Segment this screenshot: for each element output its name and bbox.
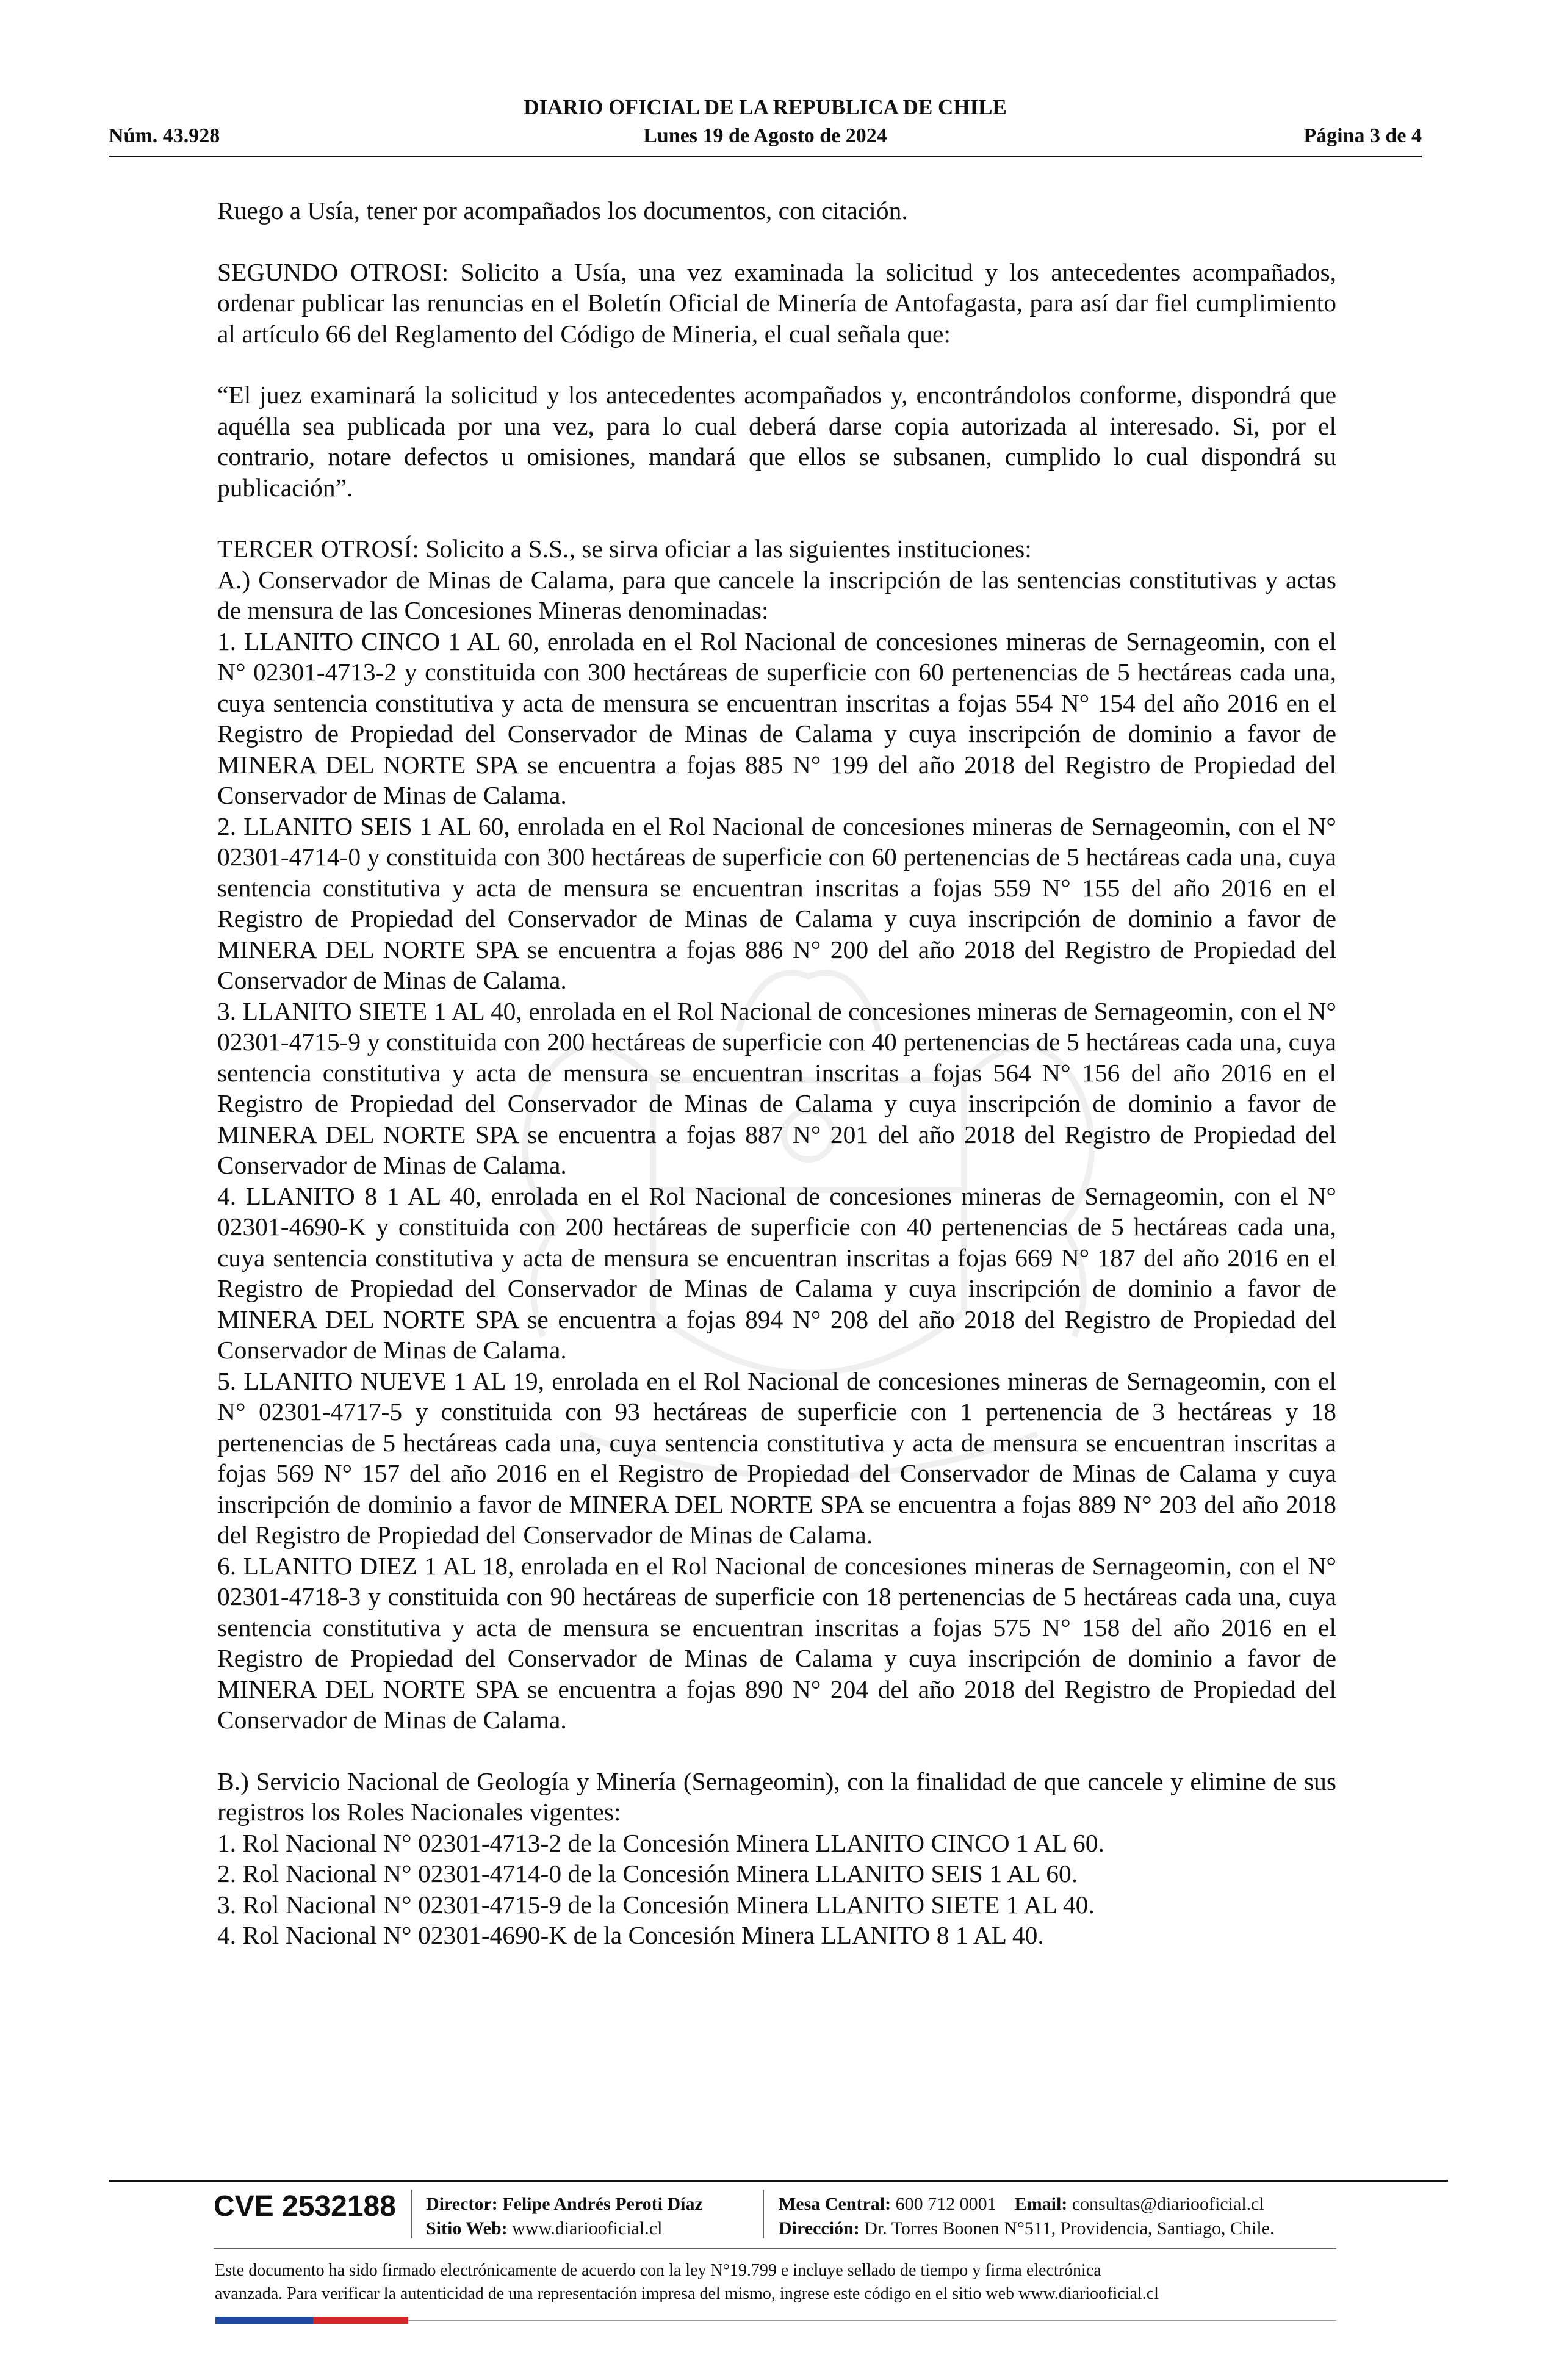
phone-label: Mesa Central: — [779, 2194, 891, 2214]
site-link[interactable]: www.diariooficial.cl — [512, 2218, 663, 2238]
paragraph: TERCER OTROSÍ: Solicito a S.S., se sirva oficiar a las siguientes instituciones: — [217, 535, 1032, 563]
header-divider — [109, 156, 1422, 157]
director-name: Felipe Andrés Peroti Díaz — [502, 2194, 703, 2214]
list-item: 1. LLANITO CINCO 1 AL 60, enrolada en el Rol Nacional de concesiones mineras de Sernageomin, con el N° 02301-4713-2 y constituida con 300 hectáreas de superficie con 60 pertenencias de 5 hectáreas cada una, cuya sentencia constitutiva y acta de mensura se encuentran inscritas a fojas 554 N° 154 del año 2016 en el Registro de Propiedad del Conservador de Minas de Calama y cuya inscripción de dominio a favor de MINERA DEL NORTE SPA se encuentra a fojas 885 N° 199 del año 2018 del Registro de Propiedad del Conservador de Minas de Calama. — [217, 627, 1336, 809]
paragraph-gap — [217, 503, 1336, 533]
director-label: Director: — [426, 2194, 498, 2214]
issue-number: Núm. 43.928 — [109, 124, 220, 147]
site-label: Sitio Web: — [426, 2218, 508, 2238]
list-item: 6. LLANITO DIEZ 1 AL 18, enrolada en el Rol Nacional de concesiones mineras de Sernageomin, con el N° 02301-4718-3 y constituida con 90 hectáreas de superficie con 18 pertenencias de 5 hectáreas cada una, cuya sentencia constitutiva y acta de mensura se encuentran inscritas a fojas 575 N° 158 del año 2016 en el Registro de Propiedad del Conservador de Minas de Calama y cuya inscripción de dominio a favor de MINERA DEL NORTE SPA se encuentra a fojas 890 N° 204 del año 2018 del Registro de Propiedad del Conservador de Minas de Calama. — [217, 1551, 1336, 1734]
footer-divider — [109, 2180, 1448, 2182]
paragraph: A.) Conservador de Minas de Calama, para que cancele la inscripción de las sentencias constitutivas y actas de mensura de las Concesiones Mineras denominadas: — [217, 565, 1336, 624]
page-number: Página 3 de 4 — [1303, 124, 1422, 147]
list-item: 2. Rol Nacional N° 02301-4714-0 de la Concesión Minera LLANITO SEIS 1 AL 60. — [217, 1859, 1078, 1888]
paragraph: SEGUNDO OTROSI: Solicito a Usía, una vez examinada la solicitud y los antecedentes acompañados, ordenar publicar las renuncias en el Boletín Oficial de Minería de Antofagasta, para así dar fiel cumplimiento al artículo 66 del Reglamento del Código de Mineria, el cual señala que: — [217, 258, 1336, 348]
address-label: Dirección: — [779, 2218, 860, 2238]
list-item: 3. LLANITO SIETE 1 AL 40, enrolada en el Rol Nacional de concesiones mineras de Sernageomin, con el N° 02301-4715-9 y constituida con 200 hectáreas de superficie con 40 pertenencias de 5 hectáreas cada una, cuya sentencia constitutiva y acta de mensura se encuentran inscritas a fojas 564 N° 156 del año 2016 en el Registro de Propiedad del Conservador de Minas de Calama y cuya inscripción de dominio a favor de MINERA DEL NORTE SPA se encuentra a fojas 887 N° 201 del año 2018 del Registro de Propiedad del Conservador de Minas de Calama. — [217, 997, 1336, 1179]
list-item: 3. Rol Nacional N° 02301-4715-9 de la Concesión Minera LLANITO SIETE 1 AL 40. — [217, 1890, 1095, 1919]
list-item: 4. LLANITO 8 1 AL 40, enrolada en el Rol Nacional de concesiones mineras de Sernageomin, con el N° 02301-4690-K y constituida con 200 hectáreas de superficie con 40 pertenencias de 5 hectáreas cada una, cuya sentencia constitutiva y acta de mensura se encuentran inscritas a fojas 669 N° 187 del año 2016 en el Registro de Propiedad del Conservador de Minas de Calama y cuya inscripción de dominio a favor de MINERA DEL NORTE SPA se encuentra a fojas 894 N° 208 del año 2018 del Registro de Propiedad del Conservador de Minas de Calama. — [217, 1181, 1336, 1364]
footer-inner-divider — [214, 2248, 1336, 2249]
list-item: 1. Rol Nacional N° 02301-4713-2 de la Concesión Minera LLANITO CINCO 1 AL 60. — [217, 1828, 1104, 1857]
list-item: 2. LLANITO SEIS 1 AL 60, enrolada en el Rol Nacional de concesiones mineras de Sernageomin, con el N° 02301-4714-0 y constituida con 300 hectáreas de superficie con 60 pertenencias de 5 hectáreas cada una, cuya sentencia constitutiva y acta de mensura se encuentran inscritas a fojas 559 N° 155 del año 2016 en el Registro de Propiedad del Conservador de Minas de Calama y cuya inscripción de dominio a favor de MINERA DEL NORTE SPA se encuentra a fojas 886 N° 200 del año 2018 del Registro de Propiedad del Conservador de Minas de Calama. — [217, 812, 1336, 994]
flag-stripe — [215, 2317, 408, 2324]
footer-director-block — [426, 2192, 703, 2241]
flag-blue-band — [215, 2317, 313, 2324]
document-body — [217, 195, 1336, 1951]
list-item: 4. Rol Nacional N° 02301-4690-K de la Concesión Minera LLANITO 8 1 AL 40. — [217, 1921, 1044, 1949]
legal-notice — [215, 2259, 1335, 2306]
newspaper-title: DIARIO OFICIAL DE LA REPUBLICA DE CHILE — [524, 95, 1007, 119]
list-item: 5. LLANITO NUEVE 1 AL 19, enrolada en el Rol Nacional de concesiones mineras de Sernageomin, con el N° 02301-4717-5 y constituida con 93 hectáreas de superficie con 1 pertenencia de 3 hectáreas y 18 pertenencias de 5 hectáreas cada una, cuya sentencia constitutiva y acta de mensura se encuentran inscritas a fojas 569 N° 157 del año 2016 en el Registro de Propiedad del Conservador de Minas de Calama y cuya inscripción de dominio a favor de MINERA DEL NORTE SPA se encuentra a fojas 889 N° 203 del año 2018 del Registro de Propiedad del Conservador de Minas de Calama. — [217, 1366, 1336, 1549]
paragraph: B.) Servicio Nacional de Geología y Minería (Sernageomin), con la finalidad de que cancele y elimine de sus registros los Roles Nacionales vigentes: — [217, 1767, 1336, 1826]
legal-line: Este documento ha sido firmado electrónicamente de acuerdo con la ley N°19.799 e incluye sellado de tiempo y firma electrónica — [215, 2261, 1101, 2280]
address-value: Dr. Torres Boonen N°511, Providencia, Santiago, Chile. — [864, 2218, 1275, 2238]
phone-value: 600 712 0001 — [895, 2194, 996, 2214]
quoted-article: “El juez examinará la solicitud y los antecedentes acompañados y, encontrándolos conforme, dispondrá que aquélla sea publicada por una vez, para lo cual deberá darse copia autorizada al interesado. Si, por el contrario, notare defectos u omisiones, mandará que ellos se subsanen, cumplido lo cual dispondrá su publicación”. — [217, 381, 1336, 502]
paragraph-gap — [217, 1736, 1336, 1766]
cve-code: CVE 2532188 — [214, 2190, 396, 2223]
email-link[interactable]: consultas@diariooficial.cl — [1072, 2194, 1264, 2214]
footer-separator — [763, 2190, 764, 2238]
footer-bottom-rule — [408, 2320, 1336, 2321]
footer-contact-block — [779, 2192, 1275, 2241]
email-label: Email: — [1014, 2194, 1068, 2214]
issue-date: Lunes 19 de Agosto de 2024 — [643, 124, 887, 147]
paragraph: Ruego a Usía, tener por acompañados los documentos, con citación. — [217, 197, 908, 225]
footer-separator — [411, 2190, 412, 2238]
legal-line: avanzada. Para verificar la autenticidad de una representación impresa del mismo, ingrese este código en el sitio web www.diariooficial.cl — [215, 2284, 1159, 2303]
paragraph-gap — [217, 226, 1336, 257]
page-header — [109, 95, 1422, 156]
flag-red-band — [313, 2317, 408, 2324]
paragraph-gap — [217, 349, 1336, 380]
